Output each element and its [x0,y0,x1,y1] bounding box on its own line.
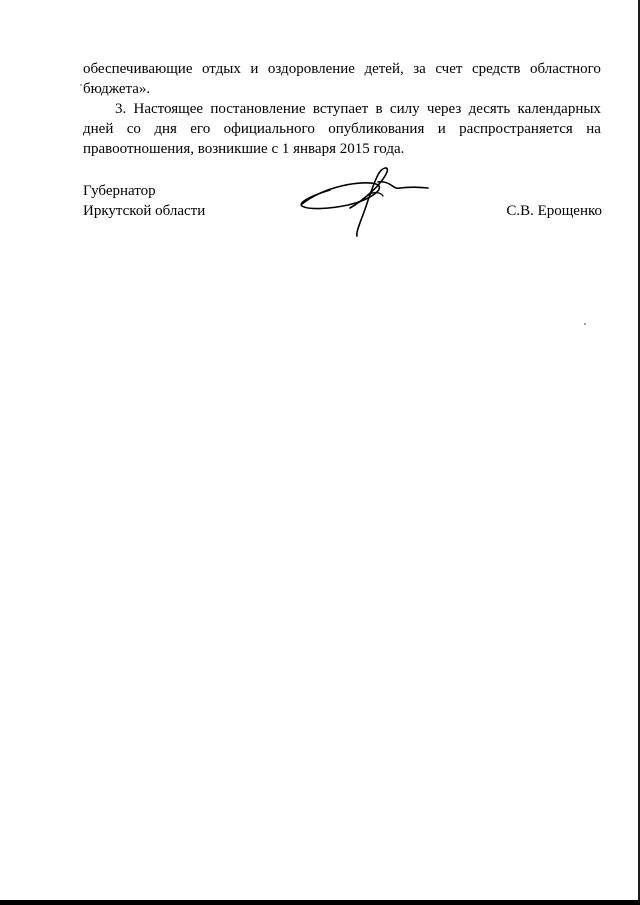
document-body [83,59,601,159]
scan-edge [0,900,640,905]
word: на [586,121,601,137]
word: детей, [364,61,404,77]
word: дня [154,121,177,137]
word: официального [223,121,315,137]
signatory-position [83,181,205,221]
position-title: Губернатор [83,183,156,199]
word: и [437,121,446,137]
word: его [190,121,211,137]
word: средств [471,61,521,77]
word: обеспечивающие [83,61,193,77]
word: распространяется [459,121,573,137]
scan-speck [584,323,586,325]
word: опубликования [328,121,425,137]
paragraph-3-line-1 [83,99,601,119]
scan-speck [80,84,82,86]
word: 3. [115,101,127,117]
paragraph-continuation-line-2 [83,79,601,99]
paragraph-continuation-line-1 [83,59,601,79]
word: и [250,61,259,77]
position-region: Иркутской области [83,203,206,219]
word: дней [83,121,114,137]
paragraph-3-line-3 [83,139,601,159]
word: силу [389,101,420,117]
handwritten-signature [290,160,440,240]
word: областного [529,61,601,77]
word: оздоровление [267,61,355,77]
word: в [375,101,383,117]
signatory-name: С.В. Ерощенко [506,203,602,219]
word: через [426,101,462,117]
word: вступает [312,101,369,117]
text-line: правоотношения, возникшие с 1 января 2015 года. [83,141,405,157]
word: счет [435,61,463,77]
word: десять [468,101,511,117]
text-line: бюджета». [83,81,151,97]
word: отдых [202,61,241,77]
word: Настоящее [133,101,204,117]
word: со [126,121,141,137]
word: календарных [517,101,601,117]
paragraph-3-line-2 [83,119,601,139]
word: за [413,61,426,77]
word: постановление [210,101,306,117]
